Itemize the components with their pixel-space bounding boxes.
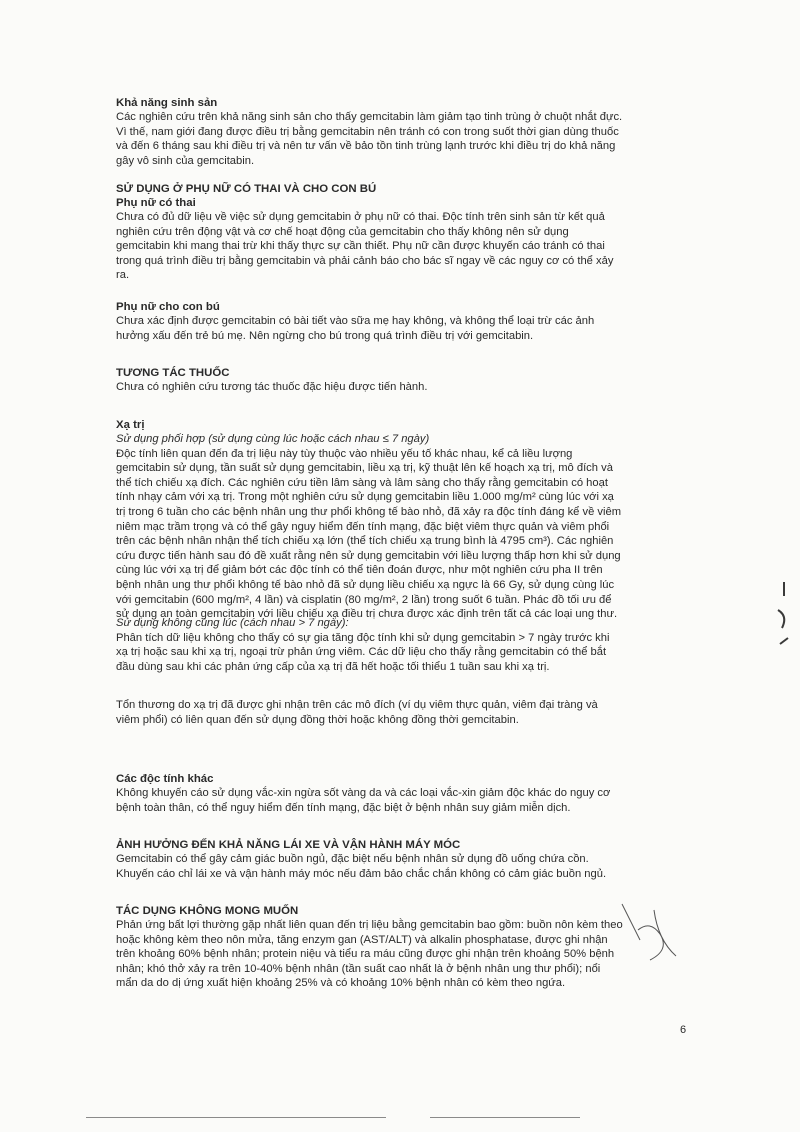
driving-section: [116, 838, 690, 881]
other-toxicity-heading: Các độc tính khác: [116, 773, 214, 785]
interactions-heading: TƯƠNG TÁC THUỐC: [116, 367, 230, 379]
pregnant-line: gemcitabin khi mang thai trừ khi thấy thực sự cần thiết. Phụ nữ cần được khuyến cáo tránh có thai: [116, 240, 605, 253]
sequential-line: đầu dùng sau khi các phản ứng cấp của xạ trị đã hết hoặc tối thiểu 1 tuần sau khi xạ trị.: [116, 660, 550, 673]
concurrent-line: thể tích chiếu xạ đích. Các nghiên cứu tiền lâm sàng và lâm sàng cho thấy rằng gemcitabin có hoạt: [116, 476, 608, 489]
other-toxicity-section: [116, 772, 690, 815]
breastfeeding-section: [116, 300, 690, 343]
fertility-line: Vì thế, nam giới đang được điều trị bằng gemcitabin nên tránh có con trong suốt thời gian dùng thuốc: [116, 125, 619, 138]
concurrent-line: trên các bệnh nhân nhận thể tích chiếu xạ lớn (thể tích chiếu xạ trung bình là 4795 cm³). Các nghiên: [116, 535, 614, 548]
sequential-subheading: Sử dụng không cùng lúc (cách nhau > 7 ngày):: [116, 617, 349, 629]
adverse-line: Phản ứng bất lợi thường gặp nhất liên quan đến trị liệu bằng gemcitabin bao gồm: buồn nôn kèm theo: [116, 919, 623, 931]
adverse-line: nhân; khó thở xảy ra trên 10-40% bệnh nhân (tần suất cao nhất là ở bệnh nhân ung thư phổi); nổi: [116, 962, 601, 975]
other-toxicity-line: Không khuyến cáo sử dụng vắc-xin ngừa sốt vàng da và các loại vắc-xin giảm độc khác do nguy cơ: [116, 787, 611, 799]
driving-line: Khuyến cáo chỉ lái xe và vận hành máy móc nếu đảm bảo chắc chắn không có cảm giác buồn ngủ.: [116, 867, 607, 880]
pregnant-heading: Phụ nữ có thai: [116, 197, 196, 209]
pregnant-line: trong quá trình điều trị bằng gemcitabin và phải cảnh báo cho bác sĩ ngay về các nguy cơ có thể xảy: [116, 254, 614, 267]
radiation-damage-paragraph: [116, 698, 690, 727]
interactions-section: [116, 366, 690, 395]
fertility-line: và đến 6 tháng sau khi điều trị và nên tư vấn về bảo tồn tinh trùng lạnh trước khi điều trị do khả năng: [116, 140, 616, 153]
adverse-effects-heading: TÁC DỤNG KHÔNG MONG MUỐN: [116, 905, 299, 917]
adverse-line: trên khoảng 60% bệnh nhân; protein niệu và tiểu ra máu cũng được ghi nhận trên khoảng 50% bệnh: [116, 948, 615, 961]
driving-heading: ẢNH HƯỞNG ĐẾN KHẢ NĂNG LÁI XE VÀ VẬN HÀNH MÁY MÓC: [116, 839, 461, 851]
concurrent-line: Độc tính liên quan đến đa trị liệu này tùy thuộc vào nhiều yếu tố khác nhau, kể cả liều lượng: [116, 447, 573, 460]
breastfeeding-line: Chưa xác định được gemcitabin có bài tiết vào sữa mẹ hay không, và không thể loại trừ các ảnh: [116, 315, 595, 327]
damage-line: viêm phổi) có liên quan đến sử dụng đồng thời hoặc không đồng thời gemcitabin.: [116, 713, 519, 726]
pregnant-line: ra.: [116, 269, 130, 282]
sequential-line: Phân tích dữ liệu không cho thấy có sự gia tăng độc tính khi sử dụng gemcitabin > 7 ngày trước khi: [116, 631, 610, 644]
concurrent-line: niêm mạc trầm trọng và có thể gây nguy hiểm đến tính mạng, đặc biệt viêm thực quản và viêm phổi: [116, 520, 610, 533]
concurrent-line: cứu được tiến hành sau đó đề xuất rằng nên sử dụng gemcitabin với liều lượng thấp hơn khi sử dụng: [116, 549, 621, 562]
breastfeeding-line: hưởng xấu đến trẻ bú mẹ. Nên ngừng cho bú trong quá trình điều trị với gemcitabin.: [116, 329, 534, 342]
concurrent-line: bệnh nhân ung thư phổi không tế bào nhỏ đã sử dụng liều chiếu xạ ngực là 66 Gy, sử dụng cùng lúc: [116, 578, 615, 591]
fertility-line: Các nghiên cứu trên khả năng sinh sản cho thấy gemcitabin làm giảm tạo tinh trùng ở chuột nhắt đực.: [116, 111, 623, 123]
concurrent-line: tính nhạy cảm với xạ trị. Trong một nghiên cứu sử dụng gemcitabin liều 1.000 mg/m² cùng lúc với xạ: [116, 491, 614, 504]
bottom-rule: [430, 1117, 580, 1118]
driving-line: Gemcitabin có thể gây cảm giác buồn ngủ, đặc biệt nếu bệnh nhân sử dụng đồ uống chứa cồn.: [116, 853, 589, 865]
radiotherapy-section: [116, 418, 690, 622]
pregnancy-section: [116, 182, 690, 283]
concurrent-line: cùng lúc với xạ trị để giảm bớt các độc tính có thể tiên đoán được, như một nghiên cứu pha II trên: [116, 564, 603, 577]
breastfeeding-heading: Phụ nữ cho con bú: [116, 301, 220, 313]
fertility-heading: Khả năng sinh sản: [116, 97, 218, 109]
pregnant-line: nghiên cứu trên động vật và cơ chế hoạt động của gemcitabin cho thấy không nên sử dụng: [116, 225, 569, 238]
radiotherapy-heading: Xạ trị: [116, 419, 145, 431]
pregnant-line: Chưa có đủ dữ liệu về việc sử dụng gemcitabin ở phụ nữ có thai. Độc tính trên sinh sản từ kết quả: [116, 211, 605, 223]
pregnancy-section-heading: SỬ DỤNG Ở PHỤ NỮ CÓ THAI VÀ CHO CON BÚ: [116, 183, 377, 195]
concurrent-line: trị trong 6 tuần cho các bệnh nhân ung thư phổi không tế bào nhỏ, đã xảy ra độc tính đáng kể về viêm: [116, 505, 622, 518]
margin-mark-icon: [774, 580, 794, 660]
fertility-line: gây vô sinh của gemcitabin.: [116, 154, 255, 167]
concurrent-line: với gemcitabin (600 mg/m², 4 lần) và cisplatin (80 mg/m², 2 lần) trong suốt 6 tuần. Phác đồ tối ưu để: [116, 593, 612, 606]
damage-line: Tổn thương do xạ trị đã được ghi nhận trên các mô đích (ví dụ viêm thực quản, viêm đại tràng và: [116, 699, 598, 711]
concurrent-line: sử dụng an toàn gemcitabin với liều chiếu xạ điều trị chưa được xác định trên tất cả các loại ung thư.: [116, 608, 618, 621]
other-toxicity-line: bệnh toàn thân, có thể nguy hiểm đến tính mạng, đặc biệt ở bệnh nhân suy giảm miễn dịch.: [116, 801, 571, 814]
concurrent-subheading: Sử dụng phối hợp (sử dụng cùng lúc hoặc cách nhau ≤ 7 ngày): [116, 433, 430, 445]
sequential-line: xạ trị hoặc sau khi xạ trị, ngoại trừ phản ứng viêm. Các dữ liệu cho thấy rằng gemcitabin có thể bắt: [116, 646, 607, 659]
adverse-line: hoặc không kèm theo nôn mửa, tăng enzym gan (AST/ALT) và alkalin phosphatase, được ghi nhận: [116, 933, 608, 946]
fertility-section: [116, 96, 690, 168]
adverse-line: mẩn da do dị ứng xuất hiện khoảng 25% và có khoảng 10% bệnh nhân có kèm theo ngứa.: [116, 977, 566, 990]
bottom-rule: [86, 1117, 386, 1118]
concurrent-line: gemcitabin sử dụng, tần suất sử dụng gemcitabin, liều xạ trị, kỹ thuật lên kế hoạch xạ trị, mô đích và: [116, 462, 613, 475]
pen-scribble: [580, 900, 700, 990]
page-number: 6: [680, 1024, 687, 1036]
interactions-line: Chưa có nghiên cứu tương tác thuốc đặc hiệu được tiến hành.: [116, 381, 428, 393]
sequential-section: [116, 616, 690, 674]
